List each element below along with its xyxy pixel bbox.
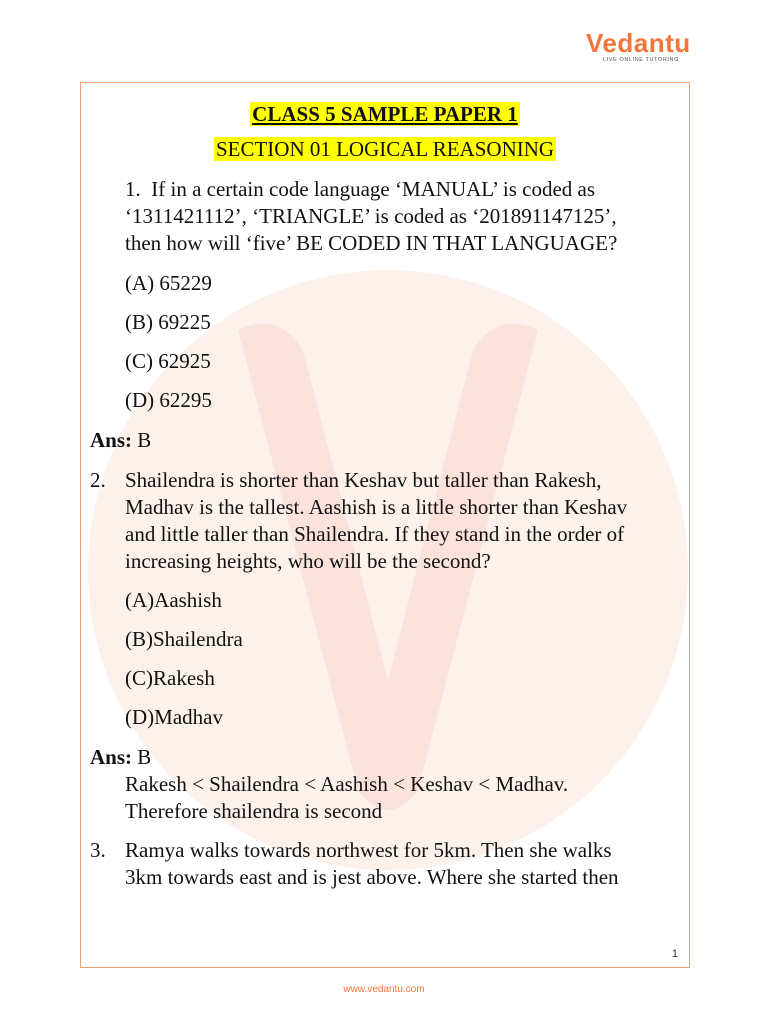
q1-option-c: (C) 62925 xyxy=(125,349,211,373)
q3-line-2: 3km towards east and is jest above. Where she started then xyxy=(125,865,619,889)
q2-option-b: (B)Shailendra xyxy=(125,627,243,651)
q1-answer xyxy=(90,427,151,454)
q1-option-d: (D) 62295 xyxy=(125,388,212,412)
page-number: 1 xyxy=(671,948,678,960)
paper-title xyxy=(80,102,690,127)
q1-answer-label: Ans: xyxy=(90,428,133,452)
q1-line-2: ‘1311421112’, ‘TRIANGLE’ is coded as ‘201891147125’, xyxy=(125,204,617,228)
q2-answer xyxy=(90,744,151,771)
q2-explanation-1: Rakesh < Shailendra < Aashish < Keshav < Madhav. xyxy=(125,772,569,796)
q2-number: 2. xyxy=(90,468,106,492)
q2-line-2: Madhav is the tallest. Aashish is a little shorter than Keshav xyxy=(125,495,628,519)
q1-option-a: (A) 65229 xyxy=(125,271,212,295)
q2-line-3: and little taller than Shailendra. If they stand in the order of xyxy=(125,522,625,546)
logo-tagline: LIVE ONLINE TUTORING xyxy=(603,57,679,63)
footer-url[interactable]: www.vedantu.com xyxy=(343,984,425,995)
q1-text xyxy=(125,176,595,203)
vedantu-logo xyxy=(586,28,696,74)
q2-answer-value: B xyxy=(132,745,152,769)
q1-number: 1. xyxy=(125,177,141,201)
q2-option-d: (D)Madhav xyxy=(125,705,223,729)
section-title-text: SECTION 01 LOGICAL REASONING xyxy=(215,137,555,161)
q2-line-1: Shailendra is shorter than Keshav but taller than Rakesh, xyxy=(125,468,602,492)
q2-answer-label: Ans: xyxy=(90,745,133,769)
q1-option-b: (B) 69225 xyxy=(125,310,211,334)
logo-text: Vedantu xyxy=(586,28,691,58)
paper-title-text: CLASS 5 SAMPLE PAPER 1 xyxy=(252,102,518,126)
q1-line-1: If in a certain code language ‘MANUAL’ is coded as xyxy=(151,177,596,201)
section-title xyxy=(80,137,690,162)
q2-explanation-2: Therefore shailendra is second xyxy=(125,799,383,823)
q2-option-c: (C)Rakesh xyxy=(125,666,215,690)
q1-line-3: then how will ‘five’ BE CODED IN THAT LANGUAGE? xyxy=(125,231,618,255)
document-body xyxy=(80,82,690,968)
q2-option-a: (A)Aashish xyxy=(125,588,222,612)
q3-line-1: Ramya walks towards northwest for 5km. Then she walks xyxy=(125,838,612,862)
q1-answer-value: B xyxy=(132,428,152,452)
q2-line-4: increasing heights, who will be the second? xyxy=(125,549,491,573)
q3-number: 3. xyxy=(90,838,106,862)
